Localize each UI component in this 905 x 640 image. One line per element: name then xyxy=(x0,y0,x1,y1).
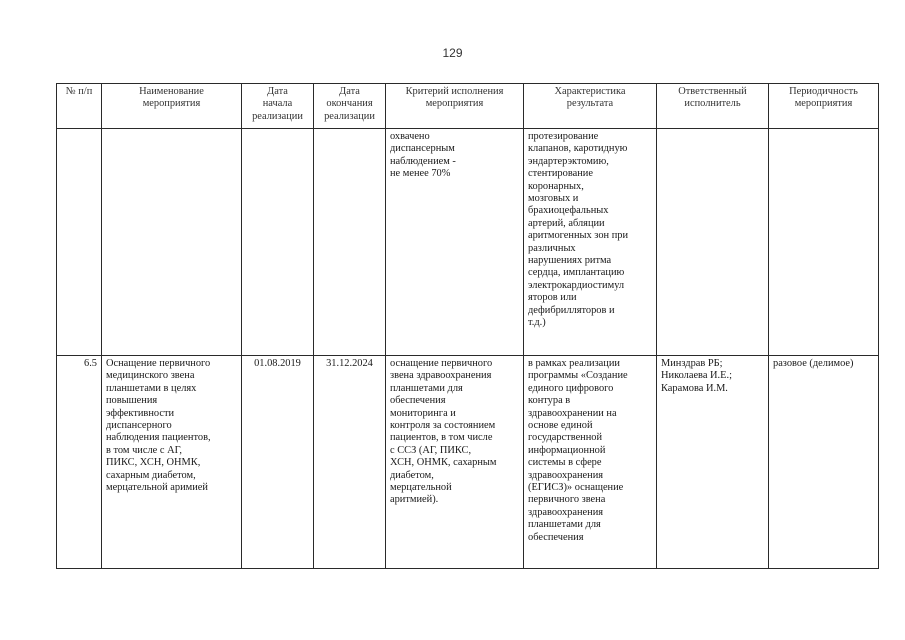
cell-start-date xyxy=(242,129,314,356)
cell-activity-name: Оснащение первичного медицинского звена планшетами в целях повышения эффективности диспансерного наблюдения пациентов, в том числе с АГ, ПИКС, ХСН, ОНМК, сахарным диабетом, мерцательной аримией xyxy=(102,356,242,569)
cell-start-date: 01.08.2019 xyxy=(242,356,314,569)
cell-number xyxy=(57,129,102,356)
cell-number: 6.5 xyxy=(57,356,102,569)
cell-activity-name xyxy=(102,129,242,356)
header-number: № п/п xyxy=(57,84,102,129)
header-result: Характеристика результата xyxy=(524,84,657,129)
header-criterion: Критерий исполнения мероприятия xyxy=(386,84,524,129)
table-header-row xyxy=(57,84,879,129)
cell-end-date xyxy=(314,129,386,356)
header-periodicity: Периодичность мероприятия xyxy=(769,84,879,129)
cell-periodicity xyxy=(769,129,879,356)
cell-criterion: охвачено диспансерным наблюдением - не менее 70% xyxy=(386,129,524,356)
page-number: 129 xyxy=(442,46,463,60)
header-responsible: Ответственный исполнитель xyxy=(657,84,769,129)
activities-table xyxy=(56,83,879,569)
cell-responsible: Минздрав РБ; Николаева И.Е.; Карамова И.М. xyxy=(657,356,769,569)
header-end-date: Дата окончания реализации xyxy=(314,84,386,129)
header-start-date: Дата начала реализации xyxy=(242,84,314,129)
table-row xyxy=(57,356,879,569)
cell-criterion: оснащение первичного звена здравоохранения планшетами для обеспечения мониторинга и контроля за состоянием пациентов, в том числе с ССЗ (АГ, ПИКС, ХСН, ОНМК, сахарным диабетом, мерцательной аритмией). xyxy=(386,356,524,569)
cell-result: в рамках реализации программы «Создание единого цифрового контура в здравоохранении на основе единой государственной информационной системы в сфере здравоохранения (ЕГИСЗ)» оснащение первичного звена здравоохранения планшетами для обеспечения xyxy=(524,356,657,569)
header-activity-name: Наименование мероприятия xyxy=(102,84,242,129)
cell-result: протезирование клапанов, каротидную эндартерэктомию, стентирование коронарных, мозговых и брахиоцефальных артерий, абляции аритмогенных зон при различных нарушениях ритма сердца, имплантацию электрокардиостимул яторов или дефибрилляторов и т.д.) xyxy=(524,129,657,356)
cell-periodicity: разовое (делимое) xyxy=(769,356,879,569)
table-row xyxy=(57,129,879,356)
cell-responsible xyxy=(657,129,769,356)
cell-end-date: 31.12.2024 xyxy=(314,356,386,569)
